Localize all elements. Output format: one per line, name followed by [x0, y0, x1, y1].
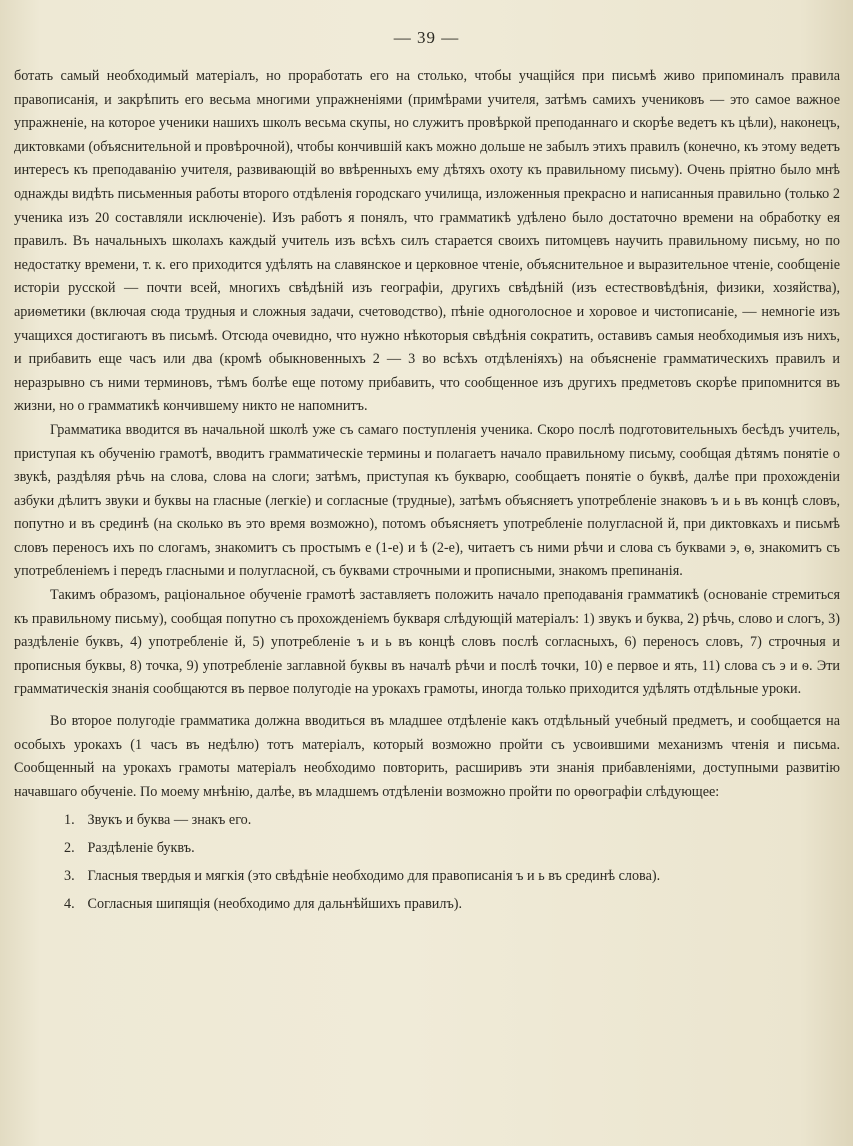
list-item	[64, 890, 840, 918]
list-item-text: Согласныя шипящія (необходимо для дальнѣйшихъ правилъ).	[87, 896, 463, 913]
list-item-number: 3.	[64, 868, 75, 885]
list-item	[64, 806, 840, 834]
list-item-number: 2.	[64, 840, 75, 857]
list-item-number: 4.	[64, 896, 75, 913]
page-body	[14, 65, 840, 918]
list-item-number: 1.	[64, 812, 75, 829]
list-item-text: Гласныя твердыя и мягкія (это свѣдѣніе необходимо для правописанія ъ и ь въ срединѣ слова).	[87, 868, 661, 885]
list-item	[64, 862, 840, 890]
paragraph-2: Грамматика вводится въ начальной школѣ уже съ самаго поступленія ученика. Скоро послѣ подготовительныхъ бесѣдъ учитель, приступая къ обученію грамотѣ, вводитъ грамматическіе термины и полагаетъ начало правильному письму, сообщая дѣтямъ понятіе о звукѣ, раздѣляя рѣчь на слова, слова на слоги; затѣмъ, приступая къ букварю, сообщаетъ понятіе о буквѣ, далѣе при прохожденіи азбуки дѣлитъ звуки и буквы на гласные (легкіе) и согласные (трудные), затѣмъ объясняетъ употребленіе знаковъ ъ и ь въ концѣ словъ, попутно и въ срединѣ (на сколько въ это время возможно), потомъ объясняетъ употребленіе полугласной й, при диктовкахъ и письмѣ словъ переносъ ихъ по слогамъ, знакомитъ съ простымъ е (1-е) и ѣ (2-е), читаетъ съ ними рѣчи и слова съ буквами э, ѳ, знакомитъ съ употребленіемъ і передъ гласными и полугласной, съ буквами строчными и прописными, знакомъ препинанія.	[14, 421, 840, 580]
orthography-list	[14, 806, 840, 918]
list-item	[64, 834, 840, 862]
list-item-text: Звукъ и буква — знакъ его.	[87, 812, 252, 829]
paragraph-3: Такимъ образомъ, раціональное обученіе грамотѣ заставляетъ положить начало преподаванія грамматикѣ (основаніе стремиться къ правильному письму), сообщая попутно съ прохожденіемъ букваря слѣдующій матеріалъ: 1) звукъ и буква, 2) рѣчь, слово и слогъ, 3) раздѣленіе буквъ, 4) употребленіе й, 5) употребленіе ъ и ь въ концѣ словъ послѣ согласныхъ, 6) переносъ словъ, 7) строчныя и прописныя буквы, 8) точка, 9) употребленіе заглавной буквы въ началѣ рѣчи и послѣ точки, 10) е первое и ять, 11) слова съ э и ѳ. Эти грамматическія знанія сообщаются въ первое полугодіе на урокахъ грамоты, иногда только приходится удѣлять отдѣльные уроки.	[14, 587, 840, 698]
page-number: — 39 —	[393, 28, 460, 47]
list-item-text: Раздѣленіе буквъ.	[87, 840, 195, 857]
paragraph-4: Во второе полугодіе грамматика должна вводиться въ младшее отдѣленіе какъ отдѣльный учебный предметъ, и сообщается на особыхъ урокахъ (1 часъ въ недѣлю) тотъ матеріалъ, который возможно пройти съ усвоившими механизмъ чтенія и письма. Сообщенный на урокахъ грамоты матеріалъ необходимо повторить, расширивъ эти знанія прибавленіями, доступными развитію начавшаго обученіе. По моему мнѣнію, далѣе, въ младшемъ отдѣленіи возможно пройти по орѳографіи слѣдующее:	[14, 713, 840, 800]
paragraph-1: ботать самый необходимый матеріалъ, но проработать его на столько, чтобы учащійся при письмѣ живо припоминалъ правила правописанія, и закрѣпить его весьма многими упражненіями (примѣрами учителя, затѣмъ самихъ учениковъ — это самое важное упражненіе, на которое ученики нашихъ школъ весьма скупы, но служитъ провѣркой преподаннаго и скорѣе ведетъ къ цѣли), наконецъ, диктовками (объяснительной и провѣрочной), чтобы кончившій какъ можно дольше не забылъ этихъ правилъ (конечно, къ этому ведетъ интересъ къ преподаванію учителя, развивающій во ввѣренныхъ ему дѣтяхъ охоту къ правильному письму). Очень пріятно было мнѣ однажды видѣть письменныя работы второго отдѣленія городскаго училища, изложенныя прекрасно и написанныя правильно (только 2 ученика изъ 20 составляли исключеніе). Изъ работъ я понялъ, что грамматикѣ удѣлено было достаточно времени на обработку ея правилъ. Въ начальныхъ школахъ каждый учитель изъ всѣхъ силъ старается своихъ питомцевъ научить правильному письму, но по недостатку времени, т. к. его приходится удѣлять на славянское и церковное чтеніе, объяснительное и выразительное чтеніе, сообщеніе исторіи русской — почти всей, многихъ свѣдѣній изъ географіи, другихъ свѣдѣній (изъ естествовѣдѣнія, физики, хозяйства), ариѳметики (включая сюда трудныя и сложныя задачи, счетоводство), пѣніе одноголосное и хоровое и чистописаніе, — немногіе изъ учащихся достигаютъ въ письмѣ. Отсюда очевидно, что нужно нѣкоторыя свѣдѣнія сократить, оставивъ самыя необходимыя изъ нихъ, и прибавить еще часъ или два (кромѣ обыкновенныхъ 2 — 3 во всѣхъ отдѣленіяхъ) на объясненіе грамматическихъ правилъ и неразрывно съ ними терминовъ, тѣмъ болѣе еще потому прибавить, что сообщенное изъ другихъ предметовъ скорѣе припомнится въ жизни, но о грамматикѣ кончившему никто не напомнитъ.	[14, 68, 840, 415]
